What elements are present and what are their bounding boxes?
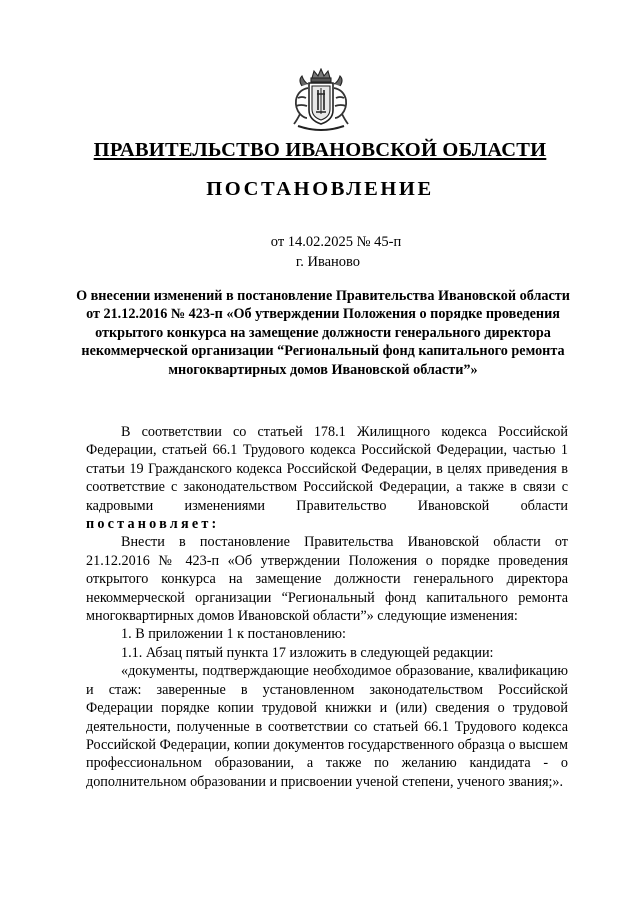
decides-word: постановляет:	[86, 516, 220, 533]
body-paragraph: Внести в постановление Правительства Ивановской области от 21.12.2016 № 423-п «Об утверждении Положения о порядке проведения открытого конкурса на замещение должности генерального директора некоммерческой организации “Региональный фонд капитального ремонта многоквартирных домов Ивановской области”» следующие изменения:	[86, 534, 568, 625]
document-body	[86, 423, 568, 791]
government-name: ПРАВИТЕЛЬСТВО ИВАНОВСКОЙ ОБЛАСТИ	[93, 139, 547, 161]
body-paragraph: 1. В приложении 1 к постановлению:	[121, 626, 346, 643]
document-subject: О внесении изменений в постановление Правительства Ивановской области от 21.12.2016 № 423-п «Об утверждении Положения о порядке проведения открытого конкурса на замещение должности генерального директора некоммерческой организации “Региональный фонд капитального ремонта многоквартирных домов Ивановской области”»	[76, 288, 570, 378]
body-paragraph: 1.1. Абзац пятый пункта 17 изложить в следующей редакции:	[121, 644, 494, 661]
body-paragraph: «документы, подтверждающие необходимое образование, квалификацию и стаж: заверенные в установленном законодательством Российской Федерации порядке копии трудовой книжки и (или) сведения о трудовой деятельности, полученные в соответствии со статьей 66.1 Трудового кодекса Российской Федерации, копии документов государственного образца о высшем профессиональном образовании, а также по желанию кандидата - о дополнительном образовании и присвоении ученой степени, ученого звания;».	[86, 663, 568, 790]
preamble-text: В соответствии со статьей 178.1 Жилищного кодекса Российской Федерации, статьей 66.1 Трудового кодекса Российской Федерации, частью 1 статьи 19 Гражданского кодекса Российской Федерации, в целях приведения в соответствие с законодательством Российской Федерации, а также в связи с кадровыми изменениями Правительство Ивановской области	[86, 424, 568, 514]
city: г. Иваново	[295, 254, 361, 270]
date-and-number: от 14.02.2025 № 45-п	[270, 234, 402, 250]
document-type: ПОСТАНОВЛЕНИЕ	[206, 178, 434, 200]
coat-of-arms-icon	[290, 68, 352, 134]
preamble-paragraph	[86, 423, 568, 533]
